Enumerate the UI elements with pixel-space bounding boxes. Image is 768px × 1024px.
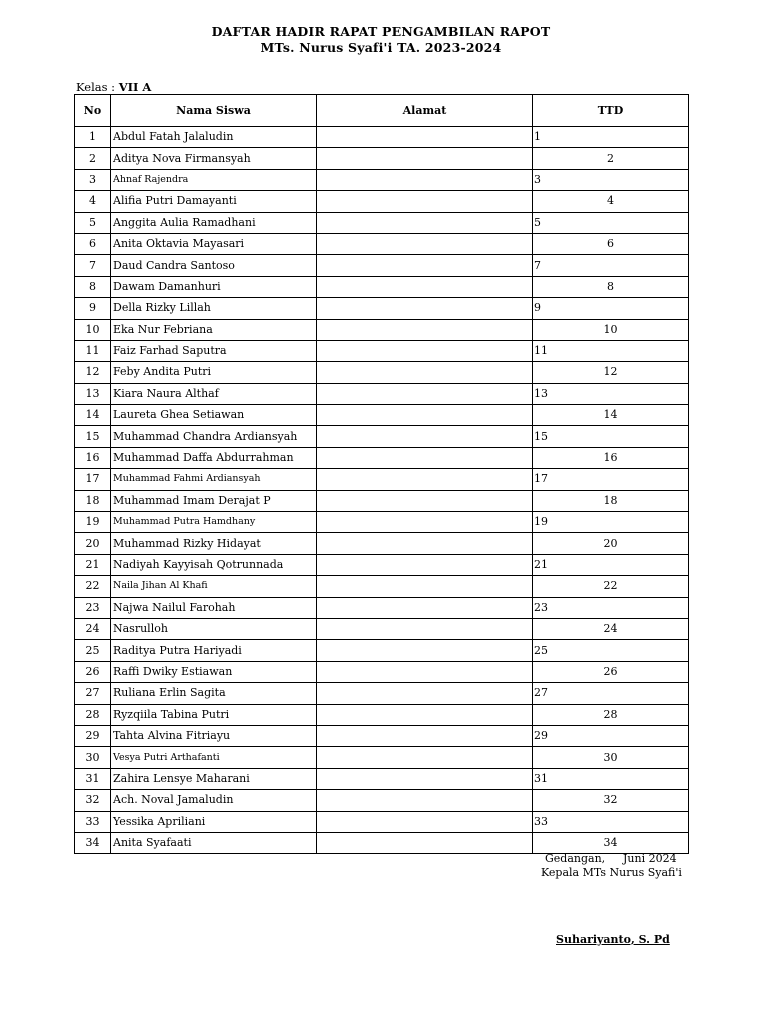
cell-no: 26 — [75, 661, 111, 682]
class-label: Kelas : — [76, 80, 116, 94]
table-row — [75, 554, 689, 575]
cell-nama-siswa: Raditya Putra Hariyadi — [111, 640, 317, 661]
cell-ttd: 32 — [533, 790, 689, 811]
cell-alamat — [317, 255, 533, 276]
cell-nama-siswa: Ach. Noval Jamaludin — [111, 790, 317, 811]
cell-alamat — [317, 832, 533, 853]
attendance-table — [74, 94, 689, 854]
cell-no: 32 — [75, 790, 111, 811]
cell-ttd: 34 — [533, 832, 689, 853]
cell-ttd: 10 — [533, 319, 689, 340]
cell-nama-siswa: Muhammad Fahmi Ardiansyah — [111, 469, 317, 490]
cell-alamat — [317, 148, 533, 169]
cell-no: 1 — [75, 127, 111, 148]
cell-ttd: 18 — [533, 490, 689, 511]
cell-alamat — [317, 362, 533, 383]
cell-alamat — [317, 790, 533, 811]
cell-nama-siswa: Najwa Nailul Farohah — [111, 597, 317, 618]
cell-alamat — [317, 276, 533, 297]
table-row — [75, 319, 689, 340]
cell-alamat — [317, 768, 533, 789]
table-row — [75, 276, 689, 297]
cell-alamat — [317, 640, 533, 661]
cell-alamat — [317, 319, 533, 340]
table-row — [75, 127, 689, 148]
signatory-name: Suhariyanto, S. Pd — [556, 933, 670, 946]
cell-nama-siswa: Vesya Putri Arthafanti — [111, 747, 317, 768]
table-row — [75, 191, 689, 212]
table-row — [75, 768, 689, 789]
table-row — [75, 340, 689, 361]
cell-alamat — [317, 725, 533, 746]
table-row — [75, 362, 689, 383]
cell-alamat — [317, 212, 533, 233]
cell-ttd: 1 — [533, 127, 689, 148]
cell-ttd: 30 — [533, 747, 689, 768]
cell-no: 3 — [75, 169, 111, 190]
cell-nama-siswa: Nasrulloh — [111, 618, 317, 639]
table-row — [75, 490, 689, 511]
cell-ttd: 3 — [533, 169, 689, 190]
cell-no: 29 — [75, 725, 111, 746]
class-line — [76, 80, 151, 94]
cell-alamat — [317, 533, 533, 554]
cell-ttd: 6 — [533, 233, 689, 254]
cell-no: 16 — [75, 447, 111, 468]
cell-no: 9 — [75, 298, 111, 319]
cell-no: 10 — [75, 319, 111, 340]
cell-no: 22 — [75, 576, 111, 597]
cell-alamat — [317, 191, 533, 212]
signature-place: Gedangan, — [545, 852, 606, 865]
cell-nama-siswa: Raffi Dwiky Estiawan — [111, 661, 317, 682]
cell-nama-siswa: Yessika Apriliani — [111, 811, 317, 832]
table-row — [75, 832, 689, 853]
cell-alamat — [317, 405, 533, 426]
cell-ttd: 16 — [533, 447, 689, 468]
cell-no: 27 — [75, 683, 111, 704]
table-row — [75, 469, 689, 490]
cell-alamat — [317, 469, 533, 490]
cell-alamat — [317, 661, 533, 682]
cell-ttd: 29 — [533, 725, 689, 746]
cell-alamat — [317, 683, 533, 704]
cell-ttd: 17 — [533, 469, 689, 490]
cell-nama-siswa: Ruliana Erlin Sagita — [111, 683, 317, 704]
cell-nama-siswa: Ahnaf Rajendra — [111, 169, 317, 190]
cell-ttd: 27 — [533, 683, 689, 704]
cell-alamat — [317, 169, 533, 190]
cell-no: 30 — [75, 747, 111, 768]
cell-alamat — [317, 447, 533, 468]
cell-nama-siswa: Della Rizky Lillah — [111, 298, 317, 319]
table-row — [75, 618, 689, 639]
cell-nama-siswa: Aditya Nova Firmansyah — [111, 148, 317, 169]
cell-ttd: 14 — [533, 405, 689, 426]
table-row — [75, 683, 689, 704]
cell-no: 13 — [75, 383, 111, 404]
cell-nama-siswa: Faiz Farhad Saputra — [111, 340, 317, 361]
table-row — [75, 811, 689, 832]
cell-ttd: 28 — [533, 704, 689, 725]
cell-ttd: 13 — [533, 383, 689, 404]
cell-nama-siswa: Alifia Putri Damayanti — [111, 191, 317, 212]
cell-alamat — [317, 576, 533, 597]
table-row — [75, 405, 689, 426]
column-header-no: No — [75, 95, 111, 127]
cell-nama-siswa: Muhammad Imam Derajat P — [111, 490, 317, 511]
cell-no: 31 — [75, 768, 111, 789]
cell-no: 28 — [75, 704, 111, 725]
table-row — [75, 790, 689, 811]
cell-no: 15 — [75, 426, 111, 447]
cell-no: 8 — [75, 276, 111, 297]
cell-no: 20 — [75, 533, 111, 554]
cell-nama-siswa: Eka Nur Febriana — [111, 319, 317, 340]
cell-nama-siswa: Laureta Ghea Setiawan — [111, 405, 317, 426]
table-row — [75, 597, 689, 618]
cell-alamat — [317, 233, 533, 254]
table-row — [75, 298, 689, 319]
cell-ttd: 33 — [533, 811, 689, 832]
cell-no: 6 — [75, 233, 111, 254]
cell-nama-siswa: Muhammad Daffa Abdurrahman — [111, 447, 317, 468]
cell-ttd: 19 — [533, 512, 689, 533]
table-row — [75, 212, 689, 233]
table-row — [75, 704, 689, 725]
cell-alamat — [317, 298, 533, 319]
cell-no: 11 — [75, 340, 111, 361]
cell-ttd: 11 — [533, 340, 689, 361]
cell-nama-siswa: Feby Andita Putri — [111, 362, 317, 383]
cell-ttd: 7 — [533, 255, 689, 276]
cell-no: 23 — [75, 597, 111, 618]
cell-nama-siswa: Naila Jihan Al Khafi — [111, 576, 317, 597]
cell-no: 12 — [75, 362, 111, 383]
cell-nama-siswa: Abdul Fatah Jalaludin — [111, 127, 317, 148]
cell-nama-siswa: Anita Syafaati — [111, 832, 317, 853]
cell-no: 4 — [75, 191, 111, 212]
cell-ttd: 26 — [533, 661, 689, 682]
table-row — [75, 426, 689, 447]
cell-nama-siswa: Dawam Damanhuri — [111, 276, 317, 297]
cell-ttd: 2 — [533, 148, 689, 169]
cell-ttd: 21 — [533, 554, 689, 575]
cell-nama-siswa: Kiara Naura Althaf — [111, 383, 317, 404]
cell-alamat — [317, 618, 533, 639]
class-value: VII A — [118, 80, 152, 94]
table-row — [75, 447, 689, 468]
table-header-row — [75, 95, 689, 127]
cell-ttd: 9 — [533, 298, 689, 319]
table-row — [75, 533, 689, 554]
cell-no: 34 — [75, 832, 111, 853]
cell-ttd: 20 — [533, 533, 689, 554]
signatory-position: Kepala MTs Nurus Syafi'i — [541, 866, 682, 879]
table-row — [75, 576, 689, 597]
cell-alamat — [317, 704, 533, 725]
table-row — [75, 169, 689, 190]
cell-no: 24 — [75, 618, 111, 639]
cell-no: 17 — [75, 469, 111, 490]
cell-alamat — [317, 426, 533, 447]
table-row — [75, 661, 689, 682]
cell-no: 33 — [75, 811, 111, 832]
cell-nama-siswa: Muhammad Putra Hamdhany — [111, 512, 317, 533]
column-header-nama-siswa: Nama Siswa — [111, 95, 317, 127]
cell-alamat — [317, 512, 533, 533]
column-header-ttd: TTD — [533, 95, 689, 127]
cell-alamat — [317, 340, 533, 361]
cell-ttd: 25 — [533, 640, 689, 661]
table-row — [75, 512, 689, 533]
table-row — [75, 148, 689, 169]
cell-nama-siswa: Nadiyah Kayyisah Qotrunnada — [111, 554, 317, 575]
cell-nama-siswa: Anggita Aulia Ramadhani — [111, 212, 317, 233]
cell-alamat — [317, 127, 533, 148]
cell-no: 25 — [75, 640, 111, 661]
table-row — [75, 725, 689, 746]
table-row — [75, 640, 689, 661]
cell-ttd: 8 — [533, 276, 689, 297]
cell-nama-siswa: Anita Oktavia Mayasari — [111, 233, 317, 254]
cell-alamat — [317, 811, 533, 832]
cell-ttd: 23 — [533, 597, 689, 618]
signature-date: Juni 2024 — [623, 852, 677, 865]
cell-ttd: 24 — [533, 618, 689, 639]
cell-nama-siswa: Ryzqiila Tabina Putri — [111, 704, 317, 725]
table-row — [75, 255, 689, 276]
cell-no: 5 — [75, 212, 111, 233]
cell-ttd: 22 — [533, 576, 689, 597]
table-row — [75, 233, 689, 254]
cell-no: 21 — [75, 554, 111, 575]
cell-nama-siswa: Muhammad Chandra Ardiansyah — [111, 426, 317, 447]
cell-ttd: 12 — [533, 362, 689, 383]
document-title: DAFTAR HADIR RAPAT PENGAMBILAN RAPOT — [211, 24, 551, 39]
cell-nama-siswa: Tahta Alvina Fitriayu — [111, 725, 317, 746]
cell-alamat — [317, 747, 533, 768]
cell-no: 14 — [75, 405, 111, 426]
table-row — [75, 747, 689, 768]
cell-nama-siswa: Daud Candra Santoso — [111, 255, 317, 276]
document-subtitle: MTs. Nurus Syafi'i TA. 2023-2024 — [260, 40, 502, 55]
table-row — [75, 383, 689, 404]
cell-ttd: 31 — [533, 768, 689, 789]
cell-no: 18 — [75, 490, 111, 511]
cell-ttd: 5 — [533, 212, 689, 233]
column-header-alamat: Alamat — [317, 95, 533, 127]
cell-nama-siswa: Zahira Lensye Maharani — [111, 768, 317, 789]
cell-ttd: 15 — [533, 426, 689, 447]
cell-ttd: 4 — [533, 191, 689, 212]
cell-nama-siswa: Muhammad Rizky Hidayat — [111, 533, 317, 554]
cell-alamat — [317, 490, 533, 511]
cell-alamat — [317, 383, 533, 404]
cell-alamat — [317, 597, 533, 618]
cell-no: 7 — [75, 255, 111, 276]
cell-alamat — [317, 554, 533, 575]
cell-no: 19 — [75, 512, 111, 533]
cell-no: 2 — [75, 148, 111, 169]
